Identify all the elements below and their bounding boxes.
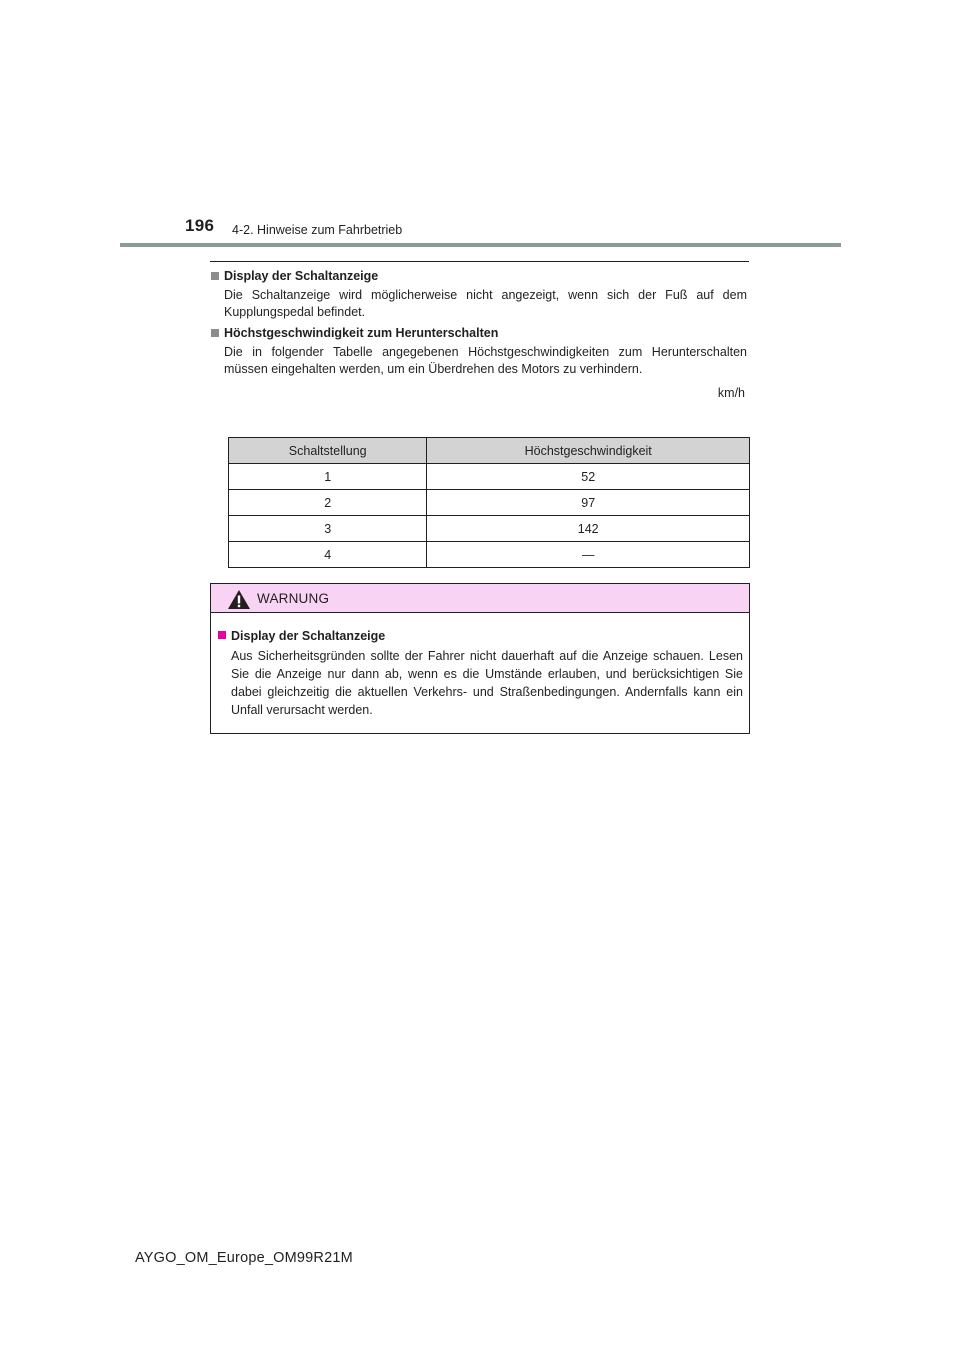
downshift-speed-table	[228, 437, 750, 568]
warning-header	[211, 584, 749, 613]
speed-cell: 97	[427, 490, 750, 516]
page-number: 196	[185, 216, 215, 235]
gear-cell: 2	[229, 490, 427, 516]
square-bullet-icon	[218, 631, 226, 639]
speed-cell: 142	[427, 516, 750, 542]
warning-body-text: Aus Sicherheitsgründen sollte der Fahrer nicht dauerhaft auf die Anzeige schauen. Lesen Sie die Anzeige nur dann ab, wenn es die Umstände erlauben, und berücksichtigen Sie dabei gleichzeitig die aktuellen Verkehrs- und Straßenbedingungen. Andernfalls kann ein Unfall verursacht werden.	[231, 649, 743, 717]
content-area	[210, 268, 747, 402]
speed-cell: —	[427, 542, 750, 568]
warning-heading-text: Display der Schaltanzeige	[231, 629, 386, 643]
column-header-max-speed: Höchstgeschwindigkeit	[427, 438, 750, 464]
column-header-gear: Schaltstellung	[229, 438, 427, 464]
gear-cell: 3	[229, 516, 427, 542]
section-heading-display	[210, 268, 747, 285]
section-body-display: Die Schaltanzeige wird möglicherweise nicht angezeigt, wenn sich der Fuß auf dem Kupplungspedal befindet.	[224, 288, 747, 319]
square-bullet-icon	[211, 329, 219, 337]
table-row	[229, 516, 750, 542]
content-rule	[210, 261, 749, 262]
square-bullet-icon	[211, 272, 219, 280]
table-header-row	[229, 438, 750, 464]
section-heading-text: Höchstgeschwindigkeit zum Herunterschalten	[224, 326, 499, 340]
warning-body	[211, 613, 749, 719]
header-rule	[120, 243, 841, 247]
section-title: 4-2. Hinweise zum Fahrbetrieb	[232, 223, 403, 237]
section-body-speed: Die in folgender Tabelle angegebenen Höchstgeschwindigkeiten zum Herunterschalten müssen eingehalten werden, um ein Überdrehen des Motors zu verhindern.	[224, 345, 747, 376]
table-row	[229, 542, 750, 568]
gear-cell: 4	[229, 542, 427, 568]
warning-heading	[217, 627, 743, 645]
section-heading-speed	[210, 325, 747, 342]
table-row	[229, 464, 750, 490]
table-row	[229, 490, 750, 516]
section-heading-text: Display der Schaltanzeige	[224, 269, 379, 283]
unit-label: km/h	[717, 386, 745, 400]
warning-triangle-icon	[227, 589, 251, 610]
warning-box	[210, 583, 750, 734]
speed-cell: 52	[427, 464, 750, 490]
warning-title: WARNUNG	[257, 591, 330, 606]
gear-cell: 1	[229, 464, 427, 490]
footer-doc-code: AYGO_OM_Europe_OM99R21M	[135, 1250, 353, 1266]
